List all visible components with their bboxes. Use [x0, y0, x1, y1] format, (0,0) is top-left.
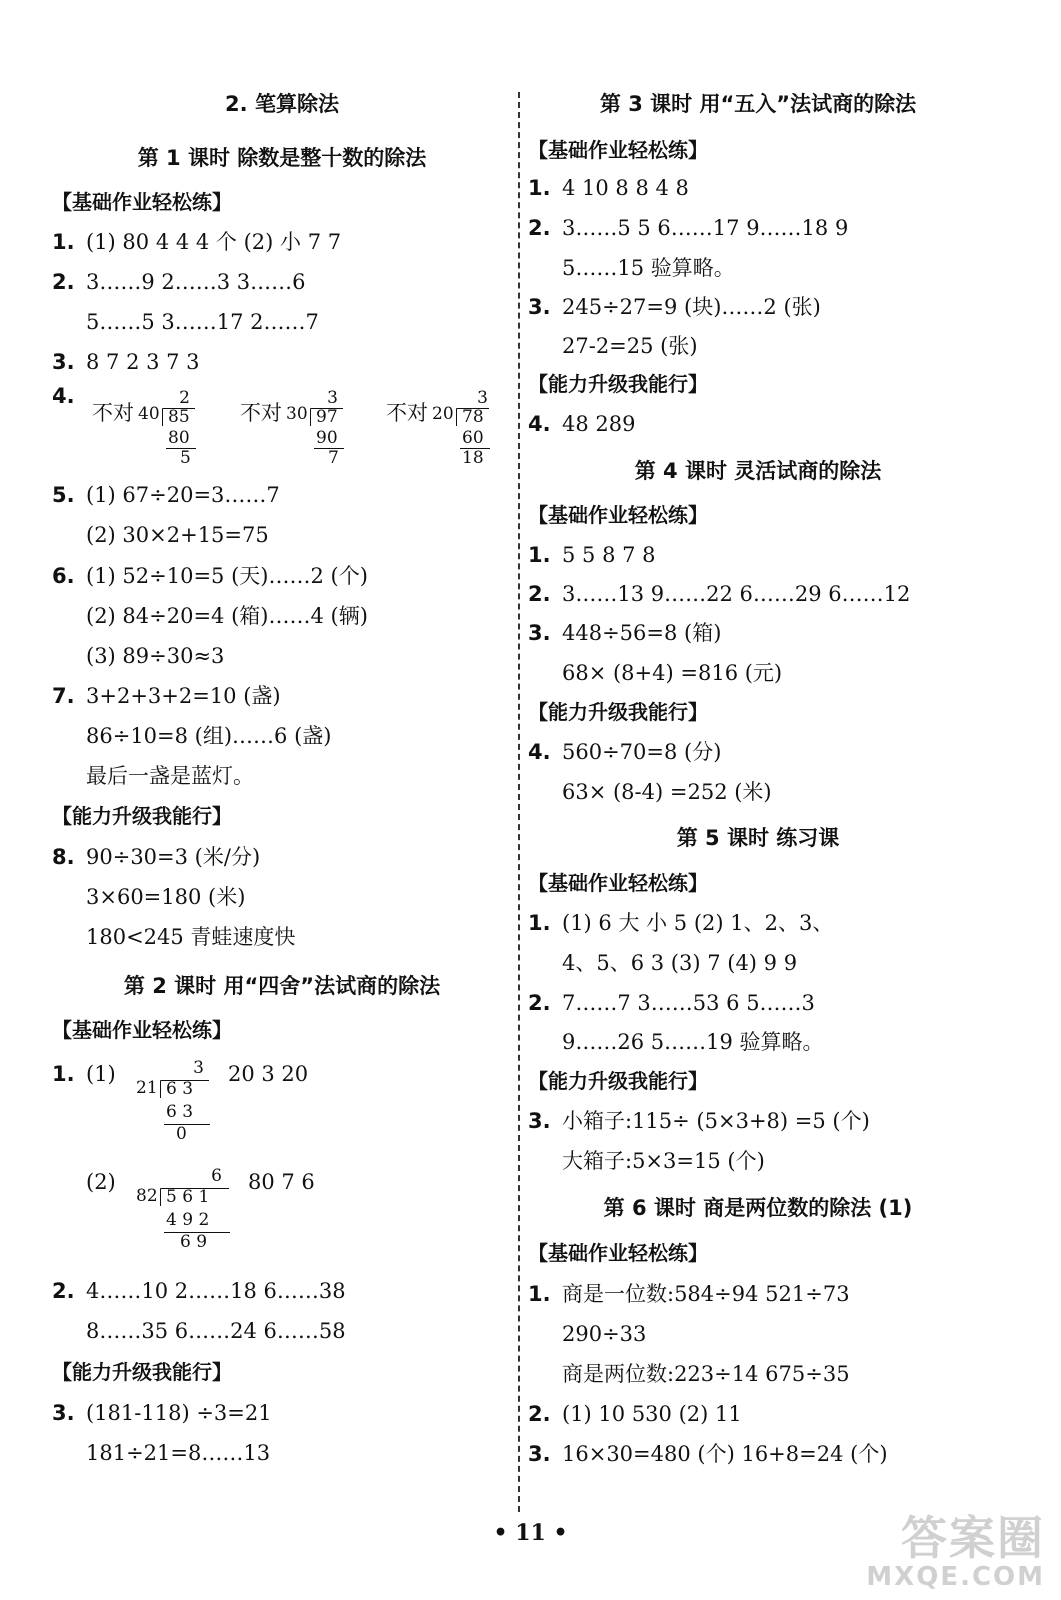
l2-answer-3-cont: 181÷21=8……13 — [86, 1441, 271, 1465]
answer-text: 商是一位数:584÷94 521÷73 — [562, 1282, 850, 1306]
advanced-section-heading: 【能力升级我能行】 — [52, 1360, 232, 1384]
answer-text: (1) 80 4 4 4 个 (2) 小 7 7 — [86, 230, 342, 254]
question-number: 2. — [52, 1279, 75, 1303]
subtrahend: 80 — [168, 428, 190, 448]
question-number: 3. — [528, 295, 551, 319]
answer-6 — [52, 556, 368, 596]
question-number: 3. — [52, 350, 75, 374]
l3-answer-3 — [528, 287, 821, 327]
question-number: 1. — [528, 911, 551, 935]
q4-label-3: 不对 — [386, 401, 428, 425]
l4-answer-3-cont: 68× (8+4) =816 (元) — [562, 661, 783, 685]
answer-2 — [52, 262, 306, 302]
answer-7 — [52, 676, 281, 716]
question-number: 3. — [528, 1442, 551, 1466]
question-number: 5. — [52, 483, 75, 507]
advanced-section-heading: 【能力升级我能行】 — [528, 1069, 708, 1093]
l3-answer-3-cont: 27-2=25 (张) — [562, 334, 698, 358]
q4-label-1: 不对 — [92, 401, 134, 425]
lesson-3-title: 第 3 课时 用“五入”法试商的除法 — [599, 92, 917, 116]
subtrahend: 60 — [462, 428, 484, 448]
l5-answer-1-cont: 4、5、6 3 (3) 7 (4) 9 9 — [562, 951, 798, 975]
l4-answer-2 — [528, 574, 910, 614]
subtrahend: 6 3 — [166, 1102, 194, 1122]
column-divider — [518, 92, 520, 1512]
l5-answer-1 — [528, 903, 833, 943]
subtrahend: 90 — [316, 428, 338, 448]
divisor: 82 — [136, 1186, 158, 1206]
l4-answer-4-cont: 63× (8-4) =252 (米) — [562, 780, 772, 804]
l2-answer-2 — [52, 1271, 346, 1311]
l5-answer-3-cont: 大箱子:5×3=15 (个) — [562, 1149, 765, 1173]
long-division — [138, 388, 198, 474]
advanced-section-heading: 【能力升级我能行】 — [528, 700, 708, 724]
remainder: 6 9 — [180, 1232, 208, 1252]
watermark — [866, 1511, 1045, 1592]
remainder: 0 — [176, 1124, 187, 1144]
answer-text: (1) 52÷10=5 (天)……2 (个) — [86, 564, 368, 588]
l2-answer-2-cont: 8……35 6……24 6……58 — [86, 1319, 346, 1343]
answer-text: 560÷70=8 (分) — [562, 740, 722, 764]
answer-text: 16×30=480 (个) 16+8=24 (个) — [562, 1442, 888, 1466]
question-number: 6. — [52, 564, 75, 588]
l2-answer-1-part2: (2) — [86, 1170, 116, 1194]
question-number: 1. — [52, 1062, 75, 1086]
question-number: 1. — [528, 176, 551, 200]
answer-text: 90÷30=3 (米/分) — [86, 845, 261, 869]
answer-text: 4……10 2……18 6……38 — [86, 1279, 346, 1303]
quotient: 3 — [477, 388, 488, 408]
answer-8-cont: 180<245 青蛙速度快 — [86, 925, 296, 949]
l4-answer-1 — [528, 535, 656, 575]
advanced-section-heading: 【能力升级我能行】 — [52, 804, 232, 828]
question-number: 4. — [528, 412, 551, 436]
question-number: 2. — [528, 582, 551, 606]
divisor: 30 — [286, 404, 308, 424]
basic-section-heading: 【基础作业轻松练】 — [528, 871, 708, 895]
l4-answer-4 — [528, 732, 721, 772]
question-number: 3. — [528, 621, 551, 645]
answer-1 — [52, 222, 341, 262]
answer-text: 3……5 5 6……17 9……18 9 — [562, 216, 849, 240]
l2-answer-3 — [52, 1393, 272, 1433]
quotient: 2 — [179, 388, 190, 408]
question-number: 3. — [528, 1109, 551, 1133]
l5-answer-2 — [528, 983, 815, 1023]
answer-text: (181-118) ÷3=21 — [86, 1401, 272, 1425]
answer-text: 小箱子:115÷ (5×3+8) =5 (个) — [562, 1109, 870, 1133]
question-number: 1. — [528, 543, 551, 567]
basic-section-heading: 【基础作业轻松练】 — [52, 1018, 232, 1042]
lesson-2-title: 第 2 课时 用“四舍”法试商的除法 — [123, 974, 441, 998]
basic-section-heading: 【基础作业轻松练】 — [52, 190, 232, 214]
l3-answer-2-cont: 5……15 验算略。 — [562, 256, 735, 280]
l6-answer-3 — [528, 1434, 888, 1474]
l5-answer-2-cont: 9……26 5……19 验算略。 — [562, 1030, 824, 1054]
answer-text: (1) 6 大 小 5 (2) 1、2、3、 — [562, 911, 834, 935]
lesson-1-title: 第 1 课时 除数是整十数的除法 — [137, 146, 427, 170]
l6-answer-1-cont: 290÷33 — [562, 1322, 647, 1346]
answer-5-cont: (2) 30×2+15=75 — [86, 523, 269, 547]
question-number: 2. — [528, 991, 551, 1015]
dividend: 85 — [168, 407, 190, 427]
answer-text: 4 10 8 8 4 8 — [562, 176, 689, 200]
question-number: 2. — [52, 270, 75, 294]
answer-5 — [52, 475, 280, 515]
divisor: 20 — [432, 404, 454, 424]
watermark-logo-text: 答案圈 — [901, 1511, 1045, 1565]
answer-text: 3……9 2……3 3……6 — [86, 270, 306, 294]
answer-text: 3……13 9……22 6……29 6……12 — [562, 582, 911, 606]
answer-7-cont: 86÷10=8 (组)……6 (盏) — [86, 724, 332, 748]
l3-answer-4 — [528, 404, 635, 444]
long-division — [432, 388, 492, 474]
basic-section-heading: 【基础作业轻松练】 — [528, 503, 708, 527]
l2-answer-1 — [52, 1054, 116, 1094]
question-number: 4. — [528, 740, 551, 764]
long-division — [136, 1058, 216, 1158]
quotient: 6 — [211, 1166, 222, 1186]
long-division — [286, 388, 346, 474]
answer-text: 245÷27=9 (块)……2 (张) — [562, 295, 821, 319]
answer-2-cont: 5……5 3……17 2……7 — [86, 310, 319, 334]
answer-text: 8 7 2 3 7 3 — [86, 350, 200, 374]
question-number: 8. — [52, 845, 75, 869]
page-number: • 11 • — [493, 1520, 568, 1546]
l5-answer-3 — [528, 1101, 870, 1141]
answer-text: 48 289 — [562, 412, 636, 436]
dividend: 6 3 — [166, 1079, 194, 1099]
question-number: 1. — [528, 1282, 551, 1306]
l6-answer-1-cont: 商是两位数:223÷14 675÷35 — [562, 1362, 850, 1386]
divisor: 21 — [136, 1078, 158, 1098]
quotient: 3 — [327, 388, 338, 408]
quotient: 3 — [193, 1058, 204, 1078]
remainder: 18 — [462, 448, 484, 468]
remainder: 5 — [180, 448, 191, 468]
divisor: 40 — [138, 404, 160, 424]
answer-text: (1) 67÷20=3……7 — [86, 483, 280, 507]
lesson-5-title: 第 5 课时 练习课 — [676, 826, 840, 850]
answer-8-cont: 3×60=180 (米) — [86, 885, 246, 909]
answer-6-cont: (2) 84÷20=4 (箱)……4 (辆) — [86, 604, 368, 628]
chapter-title: 2. 笔算除法 — [225, 92, 339, 116]
answer-8 — [52, 837, 260, 877]
subtrahend: 4 9 2 — [166, 1210, 210, 1230]
dividend: 78 — [462, 407, 484, 427]
l3-answer-1 — [528, 168, 689, 208]
dividend: 97 — [316, 407, 338, 427]
watermark-url: MXQE.COM — [866, 1562, 1045, 1592]
question-number: 2. — [528, 216, 551, 240]
l2-answer-1-values: 20 3 20 — [228, 1062, 309, 1086]
answer-text: 448÷56=8 (箱) — [562, 621, 722, 645]
answer-text: (1) — [86, 1062, 116, 1086]
dividend: 5 6 1 — [166, 1187, 210, 1207]
l2-answer-1-part2-values: 80 7 6 — [248, 1170, 315, 1194]
advanced-section-heading: 【能力升级我能行】 — [528, 372, 708, 396]
answer-text: 5 5 8 7 8 — [562, 543, 656, 567]
question-number: 1. — [52, 230, 75, 254]
answer-text: (1) 10 530 (2) 11 — [562, 1402, 742, 1426]
lesson-4-title: 第 4 课时 灵活试商的除法 — [634, 459, 882, 483]
question-number: 3. — [52, 1401, 75, 1425]
l6-answer-1 — [528, 1274, 850, 1314]
q4-label-2: 不对 — [240, 401, 282, 425]
basic-section-heading: 【基础作业轻松练】 — [528, 1241, 708, 1265]
basic-section-heading: 【基础作业轻松练】 — [528, 138, 708, 162]
lesson-6-title: 第 6 课时 商是两位数的除法 (1) — [603, 1196, 913, 1220]
question-number: 2. — [528, 1402, 551, 1426]
remainder: 7 — [328, 448, 339, 468]
answer-6-cont: (3) 89÷30≈3 — [86, 644, 225, 668]
answer-text: 3+2+3+2=10 (盏) — [86, 684, 281, 708]
l6-answer-2 — [528, 1394, 742, 1434]
l3-answer-2 — [528, 208, 848, 248]
answer-4-number: 4. — [52, 384, 75, 408]
answer-7-cont: 最后一盏是蓝灯。 — [86, 764, 254, 788]
question-number: 7. — [52, 684, 75, 708]
long-division — [136, 1166, 236, 1266]
l4-answer-3 — [528, 613, 721, 653]
answer-text: 7……7 3……53 6 5……3 — [562, 991, 815, 1015]
